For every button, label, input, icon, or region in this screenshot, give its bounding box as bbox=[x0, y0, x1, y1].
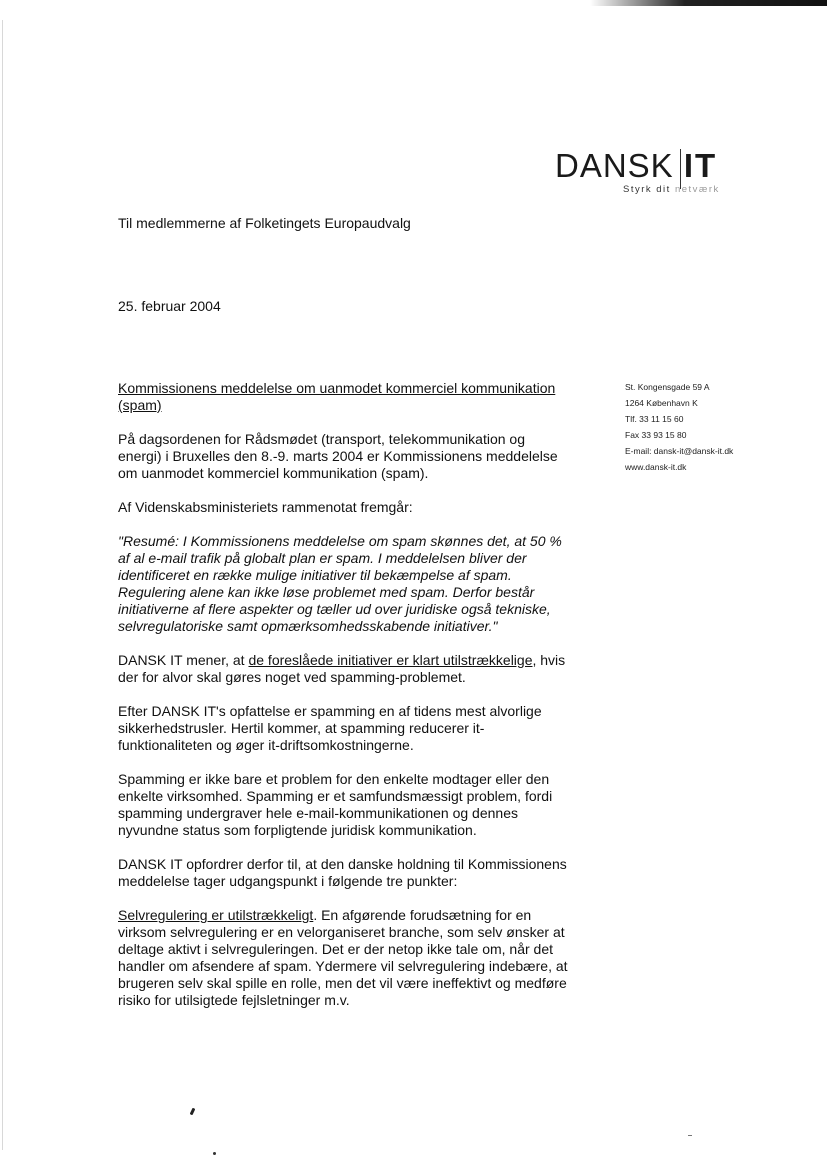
letter-body bbox=[118, 380, 570, 1026]
contact-email: E-mail: dansk-it@dansk-it.dk bbox=[625, 446, 734, 456]
opinion-pre: DANSK IT mener, at bbox=[118, 652, 249, 668]
dansk-it-logo bbox=[555, 149, 740, 199]
paragraph-recommendation: DANSK IT opfordrer derfor til, at den danske holdning til Kommissionens meddelelse tager udgangspunkt i følgende tre punkter: bbox=[118, 856, 567, 889]
contact-phone: Tlf. 33 11 15 60 bbox=[625, 414, 684, 424]
contact-fax: Fax 33 93 15 80 bbox=[625, 430, 687, 440]
logo-wordmark bbox=[555, 149, 717, 183]
contact-block bbox=[625, 379, 733, 475]
scan-speck bbox=[213, 1152, 216, 1155]
logo-word: DANSK bbox=[555, 147, 674, 184]
subject-line: Kommissionens meddelelse om uanmodet kommerciel kommunikation (spam) bbox=[118, 380, 556, 413]
opinion-post: , hvis der for alvor skal gøres noget ved spamming-problemet. bbox=[118, 652, 566, 685]
paragraph-quote: "Resumé: I Kommissionens meddelelse om spam skønnes det, at 50 % af al e-mail trafik på globalt plan er spam. I meddelelsen bliver der identificeret en række mulige initiativer til bekæmpelse af spam. Regulering alene kan ikke løse problemet med spam. Derfor består initiativerne af flere aspekter og tæller ud over juridiske også tekniske, selvregulatoriske samt opmærksomhedsskabende initiativer." bbox=[118, 533, 562, 634]
logo-tagline-dark: Styrk dit bbox=[623, 184, 671, 195]
contact-website: www.dansk-it.dk bbox=[625, 462, 687, 472]
scan-speck bbox=[688, 1135, 692, 1136]
paragraph-self-regulation bbox=[118, 907, 570, 1009]
paragraph-agenda: På dagsordenen for Rådsmødet (transport, telekommunikation og energi) i Bruxelles den 8.-9. marts 2004 er Kommissionens meddelelse om uanmodet kommerciel kommunikation (spam). bbox=[118, 431, 558, 481]
opinion-underlined: de foreslåede initiativer er klart utilstrækkelige bbox=[248, 652, 533, 668]
paragraph-societal: Spamming er ikke bare et problem for den enkelte modtager eller den enkelte virksomhed. Spamming er et samfundsmæssigt problem, fordi spamming undergraver hele e-mail-kommunikationen og dennes nyvundne status som forpligtende juridisk kommunikation. bbox=[118, 771, 553, 838]
paragraph-opinion bbox=[118, 652, 570, 686]
contact-address: St. Kongensgade 59 A bbox=[625, 382, 710, 392]
logo-it: IT bbox=[683, 147, 718, 184]
logo-separator bbox=[680, 149, 681, 189]
logo-tagline-light: netværk bbox=[674, 184, 720, 195]
addressee: Til medlemmerne af Folketingets Europaudvalg bbox=[118, 215, 411, 231]
letter-date: 25. februar 2004 bbox=[118, 298, 221, 314]
logo-tagline bbox=[623, 184, 720, 195]
scan-speck bbox=[190, 1108, 196, 1116]
scan-edge bbox=[2, 20, 3, 1150]
self-regulation-text: . En afgørende forudsætning for en virksom selvregulering er en velorganiseret branche, som selv ønsker at deltage aktivt i selvreguleringen. Det er der netop ikke tale om, når det handler om afsendere af spam. Ydermere vil selvregulering indebære, at brugeren selv skal spille en rolle, men det vil være ineffektivt og medføre risiko for utilsigtede fejlsletninger m.v. bbox=[118, 907, 568, 1008]
self-regulation-heading: Selvregulering er utilstrækkeligt bbox=[118, 907, 314, 923]
scan-artifact bbox=[590, 0, 827, 6]
paragraph-source: Af Videnskabsministeriets rammenotat fremgår: bbox=[118, 499, 413, 515]
paragraph-threat: Efter DANSK IT's opfattelse er spamming en af tidens mest alvorlige sikkerhedstrusler. Hertil kommer, at spamming reducerer it-funktionaliteten og øger it-driftsomkostningerne. bbox=[118, 703, 542, 753]
contact-postal: 1264 København K bbox=[625, 398, 698, 408]
